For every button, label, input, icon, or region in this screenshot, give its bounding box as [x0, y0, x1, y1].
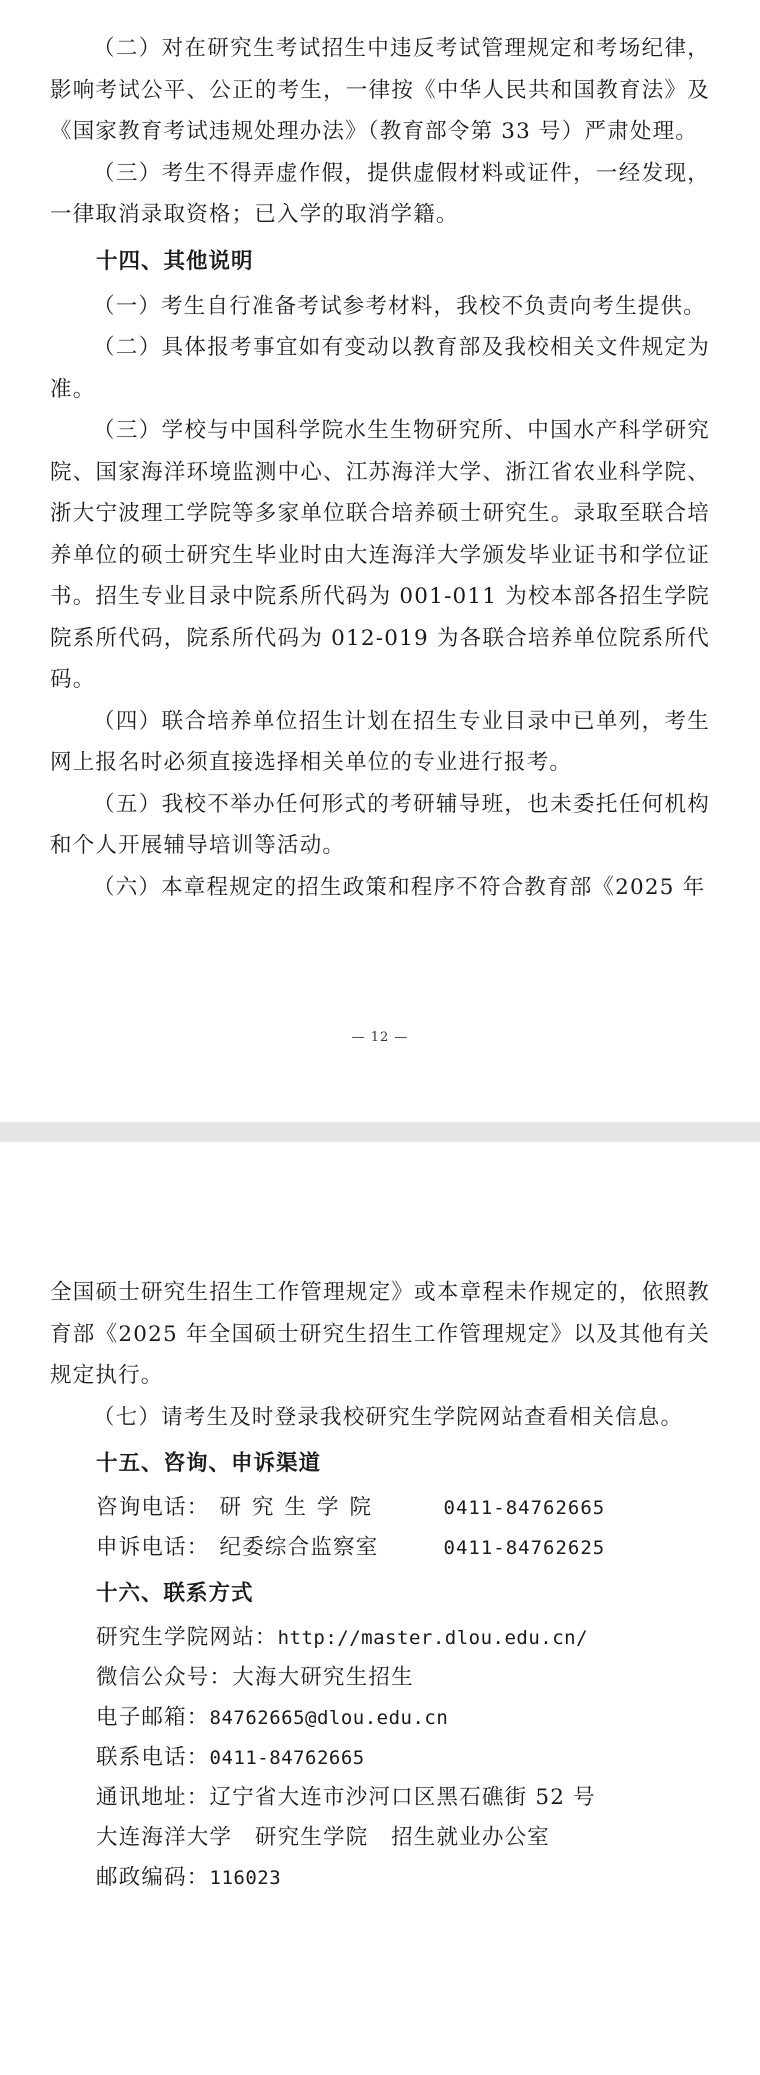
email-label: 电子邮箱：	[96, 1705, 210, 1730]
paragraph-exam-discipline: （二）对在研究生考试招生中违反考试管理规定和考场纪律，影响考试公平、公正的考生，一律按《中华人民共和国教育法》及《国家教育考试违规处理办法》（教育部令第 33 号）严肃处理。	[50, 36, 710, 144]
postcode-row	[50, 1858, 710, 1898]
section-14-heading: 十四、其他说明	[96, 248, 254, 274]
postcode-label: 邮政编码：	[96, 1865, 210, 1890]
consult-label: 咨询电话：	[96, 1495, 210, 1520]
paragraph-continuation: 全国硕士研究生招生工作管理规定》或本章程未作规定的，依照教育部《2025 年全国硕士研究生招生工作管理规定》以及其他有关规定执行。	[50, 1280, 710, 1388]
contact-phone: 0411-84762665	[209, 1747, 365, 1769]
website-row	[50, 1618, 710, 1658]
contact-phone-label: 联系电话：	[96, 1745, 210, 1770]
page-number: — 12 —	[351, 1030, 409, 1045]
address-row	[50, 1778, 710, 1818]
page-12-body	[50, 28, 710, 908]
website-link[interactable]: http://master.dlou.edu.cn/	[277, 1627, 589, 1649]
section-14-item-6: （六）本章程规定的招生政策和程序不符合教育部《2025 年	[93, 874, 706, 900]
email-link[interactable]: 84762665@dlou.edu.cn	[209, 1707, 449, 1729]
wechat-label: 微信公众号：	[96, 1665, 233, 1690]
page-13-body	[50, 1272, 710, 1898]
section-14-item-2: （二）具体报考事宜如有变动以教育部及我校相关文件规定为准。	[50, 335, 710, 402]
website-label: 研究生学院网站：	[96, 1625, 278, 1650]
consult-dept: 研究生学院	[219, 1495, 383, 1520]
email-row	[50, 1698, 710, 1738]
section-15-heading: 十五、咨询、申诉渠道	[96, 1451, 322, 1476]
appeal-dept: 纪委综合监察室	[219, 1535, 379, 1560]
section-16-heading: 十六、联系方式	[96, 1581, 254, 1606]
section-14-item-4: （四）联合培养单位招生计划在招生专业目录中已单列，考生网上报名时必须直接选择相关单位的专业进行报考。	[50, 708, 710, 775]
wechat-account: 大海大研究生招生	[232, 1665, 414, 1690]
appeal-phone-row	[50, 1528, 710, 1568]
consult-phone: 0411-84762665	[443, 1497, 606, 1519]
paragraph-no-fraud: （三）考生不得弄虚作假，提供虚假材料或证件，一经发现，一律取消录取资格；已入学的取消学籍。	[50, 160, 710, 227]
section-14-item-1: （一）考生自行准备考试参考材料，我校不负责向考生提供。	[93, 293, 706, 319]
address-value: 辽宁省大连市沙河口区黑石礁街 52 号	[209, 1785, 596, 1810]
address-label: 通讯地址：	[96, 1785, 210, 1810]
consult-phone-row	[50, 1488, 710, 1528]
wechat-row	[50, 1658, 710, 1698]
postcode-value: 116023	[209, 1867, 282, 1889]
office-row: 大连海洋大学 研究生学院 招生就业办公室	[96, 1825, 551, 1850]
contact-phone-row	[50, 1738, 710, 1778]
page-separator	[0, 1122, 760, 1142]
section-14-item-3: （三）学校与中国科学院水生生物研究所、中国水产科学研究院、国家海洋环境监测中心、江苏海洋大学、浙江省农业科学院、浙大宁波理工学院等多家单位联合培养硕士研究生。录取至联合培养单位的硕士研究生毕业时由大连海洋大学颁发毕业证书和学位证书。招生专业目录中院系所代码为 001-011 为校本部各招生学院院系所代码，院系所代码为 012-019 为各联合培养单位院系所代码。	[50, 418, 710, 692]
section-14-item-5: （五）我校不举办任何形式的考研辅导班，也未委托任何机构和个人开展辅导培训等活动。	[50, 791, 710, 858]
document-page-13	[0, 1142, 760, 2075]
appeal-label: 申诉电话：	[96, 1535, 210, 1560]
section-14-item-7: （七）请考生及时登录我校研究生学院网站查看相关信息。	[93, 1404, 684, 1430]
appeal-phone: 0411-84762625	[443, 1537, 606, 1559]
